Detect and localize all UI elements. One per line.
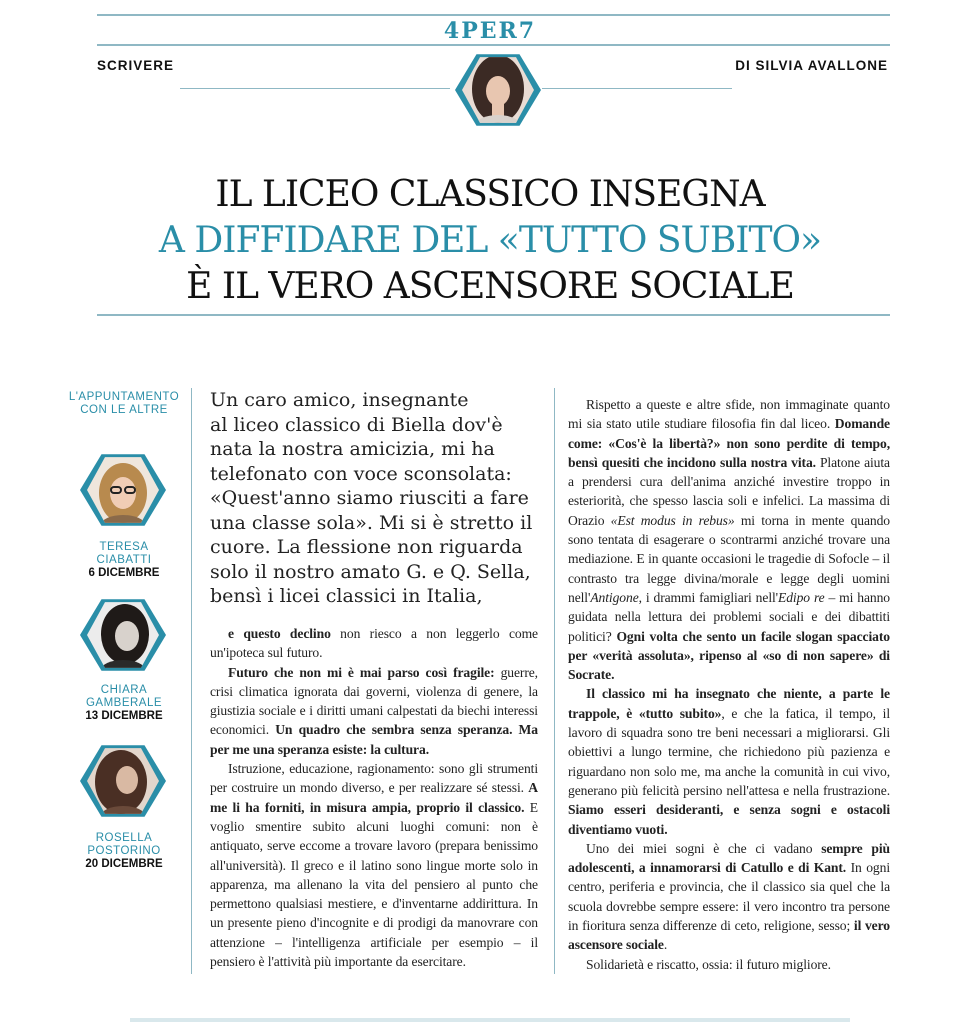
person-3-last-name: POSTORINO xyxy=(87,845,161,857)
col2-p3-text-b: In ogni centro, periferia e provincia, che il classico sia quel che la scuola dovrebbe sempre essere: il vero incontro tra persone in fioritura senza differenze di ceto, religione, sesso; xyxy=(568,860,890,934)
col2-p3-text-c: . xyxy=(663,937,668,953)
col2-p1-italic-3: Edipo re xyxy=(778,589,825,605)
lead-line: nata la nostra amicizia, mi ha xyxy=(210,438,495,460)
byline-rule-right xyxy=(542,88,732,89)
col2-p1-text-a: Rispetto a queste e altre sfide, non immaginate quanto mi sia stato utile studiare filosofia fin dal liceo. xyxy=(568,397,890,432)
lead-paragraph xyxy=(210,388,540,609)
lead-line: bensì i licei classici in Italia, xyxy=(210,585,483,607)
sidebar-title xyxy=(62,391,186,417)
person-1-last-name: CIABATTI xyxy=(96,554,152,566)
bottom-strip xyxy=(130,1018,850,1022)
lead-line: cuore. La flessione non riguarda xyxy=(210,536,523,558)
col1-p1-bold: e questo declino xyxy=(228,626,331,641)
col2-p2-text: , e che la fatica, il tempo, il lavoro di squadra sono tre beni necessari a migliorarsi. Gli obiettivi a lungo termine, che richiedono più pazienza e riguardano non solo me, ma anche la comunità in cui vivo, generano più felicità persino nell'attesa e nella frustrazione. xyxy=(568,705,891,798)
sidebar-title-line-1: L'APPUNTAMENTO xyxy=(68,391,180,403)
headline-line-2: A DIFFIDARE DEL «TUTTO SUBITO» xyxy=(158,220,822,261)
col2-p3-text-a: Uno dei miei sogni è che ci vadano xyxy=(586,840,822,856)
headline-under-rule xyxy=(97,314,890,316)
col2-p3-bold: sempre più adolescenti, a innamorarsi di Catullo e di Kant. xyxy=(568,840,890,876)
col2-p2-bold-2: Siamo esseri desideranti, e senza sogni e ostacoli diventiamo vuoti. xyxy=(568,802,890,837)
col2-p2-bold: Il classico mi ha insegnato che niente, a parte le trappole, è «tutto subito» xyxy=(568,686,890,721)
col2-paragraph-4: Solidarietà e riscatto, ossia: il futuro migliore. xyxy=(586,956,831,972)
sidebar-title-line-2: CON LE ALTRE xyxy=(80,404,168,416)
lead-line: al liceo classico di Biella dov'è xyxy=(210,413,503,436)
col2-p1-text-b: Platone aiuta a prendersi cura dell'anima anziché investire troppo in esteriorità, che spesso lascia soli e infelici. La massima di Orazio xyxy=(568,454,890,528)
col2-p1-text-c: mi torna in mente quando sono tentata di esagerare o scontrarmi anziché trovare una mediazione. E in quante occasioni le tragedie di Sofocle – il contrasto tra legge divina/morale e legge degli uomini nell' xyxy=(568,512,891,605)
col2-p1-text-d: , i drammi famigliari nell' xyxy=(638,589,779,605)
lead-line: una classe sola». Mi si è stretto il xyxy=(210,511,533,534)
person-2-last-name: GAMBERALE xyxy=(85,697,163,709)
col1-p3-text-b: E voglio smentire subito alcuni luoghi comuni: non è antiquato, serve eccome a trovare lavoro (prepara benissimo all'università). Il greco e il latino sono lingue morte solo in apparenza, ma allenano la vita del pensiero al punto che permettono qualsiasi mestiere, e d'inventarne addirittura. In un presente pieno d'incognite e di prodigi da manovrare con attenzione – l'intelligenza artificiale per esempio – il pensiero è l'attività più importante da esercitare. xyxy=(210,799,538,970)
section-label: SCRIVERE xyxy=(97,58,175,73)
person-2-first-name: CHIARA xyxy=(100,684,148,696)
person-3-first-name: ROSELLA xyxy=(95,832,153,844)
col1-paragraph-1 xyxy=(210,624,538,663)
masthead-under-rule xyxy=(97,44,890,46)
col2-p3-bold-2: il vero ascensore sociale xyxy=(568,918,890,953)
col1-p2-bold: Futuro che non mi è mai parso così fragile: xyxy=(228,664,495,680)
col2-paragraph-2 xyxy=(568,684,890,838)
col1-p3-text-a: Istruzione, educazione, ragionamento: sono gli strumenti per costruire un mondo diverso, e per realizzare sé stessi. xyxy=(210,761,538,796)
person-1-date: 6 DICEMBRE xyxy=(88,567,160,579)
col2-p1-bold: Domande come: «Cos'è la libertà?» non sono perdite di tempo, bensì quesiti che incidono sulla nostra vita. xyxy=(568,416,890,470)
column-2-body xyxy=(568,395,890,974)
lead-line: Un caro amico, insegnante xyxy=(210,389,469,411)
column-rule-left xyxy=(191,388,192,974)
col1-p2-bold-2: Un quadro che sembra senza speranza. Ma per me una speranza esiste: la cultura. xyxy=(210,722,538,757)
headline-line-1: IL LICEO CLASSICO INSEGNA xyxy=(215,174,765,215)
column-1-body xyxy=(210,624,538,971)
col1-p1-text: non riesco a non leggerlo come un'ipoteca sul futuro. xyxy=(210,626,538,661)
person-1-first-name: TERESA xyxy=(99,541,149,553)
byline-rule-left xyxy=(180,88,450,89)
top-rule xyxy=(97,14,890,16)
col2-paragraph-3 xyxy=(568,839,890,955)
headline-line-3: È IL VERO ASCENSORE SOCIALE xyxy=(186,266,794,307)
masthead-title: 4PER7 xyxy=(443,18,537,44)
col2-p1-bold-2: Ogni volta che sento un facile slogan spacciato per «verità assoluta», ripenso al «so di non sapere» di Socrate. xyxy=(568,628,890,683)
person-2-date: 13 DICEMBRE xyxy=(85,710,163,722)
col2-p1-text-e: – mi hanno guidata nella lettura dei problemi sociali e dei dibattiti politici? xyxy=(568,589,890,644)
lead-line: telefonato con voce sconsolata: xyxy=(210,462,512,485)
lead-line: «Quest'anno siamo riusciti a fare xyxy=(210,487,529,509)
col1-p3-bold: A me li ha forniti, in misura ampia, proprio il classico. xyxy=(210,780,538,815)
person-3-date: 20 DICEMBRE xyxy=(85,858,163,870)
col1-paragraph-3 xyxy=(210,759,538,971)
col2-paragraph-1 xyxy=(568,395,890,684)
headline xyxy=(0,172,980,310)
lead-line: solo il nostro amato G. e Q. Sella, xyxy=(210,560,531,583)
col1-p2-text: guerre, crisi climatica ignorata dai governi, violenza di genere, la giustizia sociale e i diritti umani calpestati da biechi interessi economici. xyxy=(210,664,538,738)
col2-p1-italic-2: Antigone xyxy=(590,589,639,605)
col2-p1-italic-1: «Est modus in rebus» xyxy=(610,512,735,528)
author-byline: DI SILVIA AVALLONE xyxy=(735,58,888,73)
column-rule-middle xyxy=(554,388,555,974)
col1-paragraph-2 xyxy=(210,663,538,759)
